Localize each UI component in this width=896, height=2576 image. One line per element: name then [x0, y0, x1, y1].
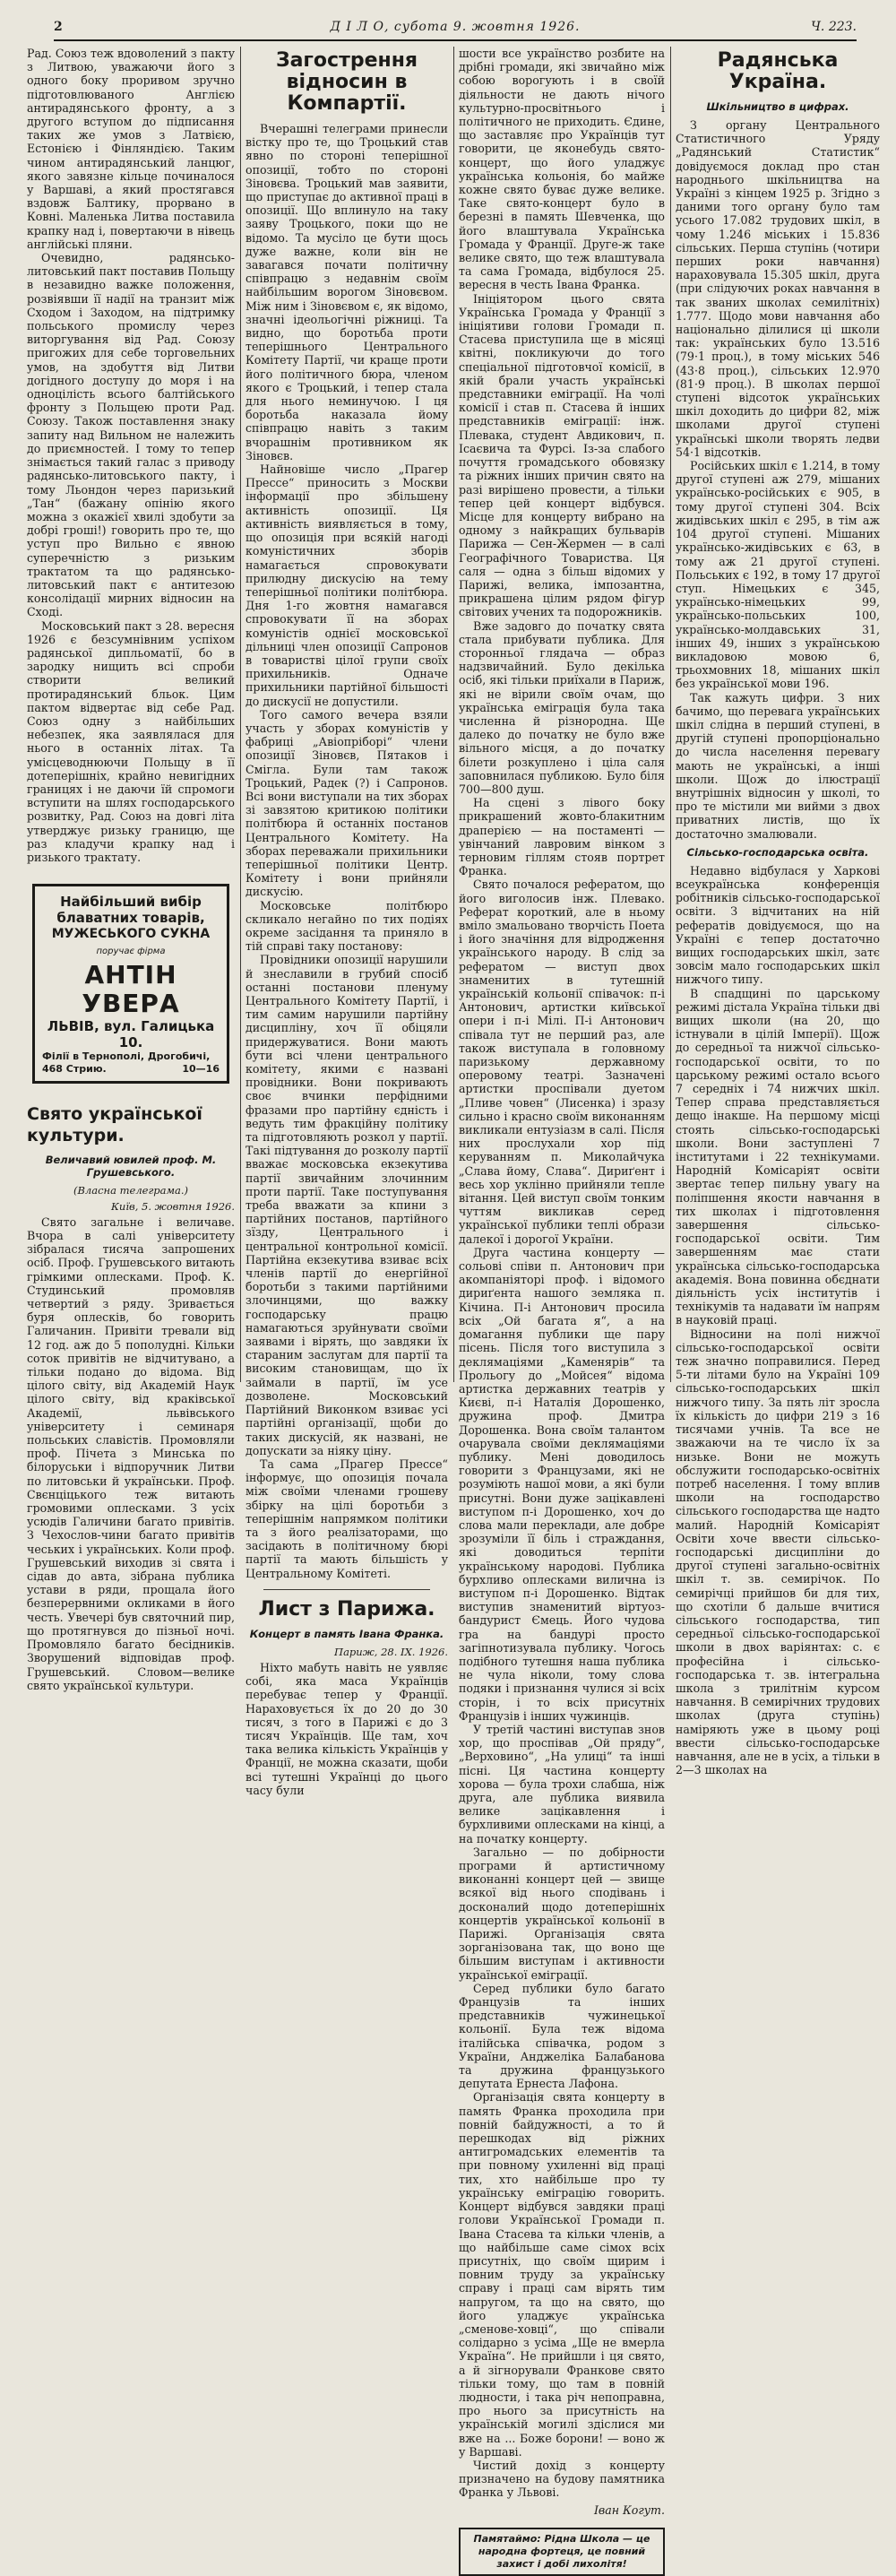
paragraph: Друга частина концерту — сольові співи п. Антонович при акомпаніяторі проф. і відомого дириґента нашого земляка п. Кічина. П-і Антонович просила всіх „Ой багата я“, а на домагання публики ще пару пісень. Після того виступила з деклямаціями „Каменярів“ та Прольогу до „Мойсея“ відома артистка державних театрів у Києві, п-і Наталія Дорошенко, дружина проф. Дмитра Дорошенка. Вона своїм талантом очарувала своїми деклямаціями публику. Мені доводилось говорити з Французами, які не розуміють нашої мови, а які були присутні. Вони дуже зацікавлені виступом п-і Дорошенко, хоч до слова мали переклади, але добре зрозуміли її біль і страждання, які доводиться терпіти українському народові. Публика бурхливо оплесками вилична із виступом п-і Дорошенко. Відтак виступив знаменитий віртуоз-бандурист Ємець. Його чудова гра на бандурі просто загіпнотизувала публику. Чогось подібного тутешня наша публика не чула ніколи, тому слова подяки і признання чулися зі всіх сторін, і то всіх присутніх Французів і інших чужинців. [459, 1245, 665, 1723]
paragraph: Найновіше число „Прагер Прессе“ приносить з Москви інформації про збільшену активність опозиції. Ця активність виявляється в тому, що опозиція при всякій нагоді комуністичних зборів намагається спровокувати прилюдну дискусію на тему теперішньої політики політбюра. Дня 1-го жовтня намагався спровокувати її на зборах комуністів однієї московської дільниці член опозиції Сапронов в товаристві цілої групи своїх прихильників. Одначе прихильники партійної більшості до дискусії не допустили. [246, 462, 448, 708]
ad-line: блаватних товарів, [56, 910, 205, 927]
ad-footer-right: 10—16 [182, 1063, 220, 1076]
ad-branches-text: Філії в Тернополі, Дрогобичі, [42, 1050, 211, 1063]
paragraph: Рад. Союз теж вдоволений з пакту з Литвою, уважаючи його з одного боку проривом зручно підготовлюваного Англією антирадянського фронту, а з другого вступом до підписання таких же умов з Латвією, Естонією і Фінляндією. Таким чином антирадянський ланцюг, якого завязне кільце починалося у Варшаві, а який простягався вздовж Балтику, прорвано в Ковні. Маленька Литва поставила крапку над і, повертаючи в нівець англійські пляни. [27, 47, 235, 251]
paragraph: Вже задовго до початку свята стала прибувати публика. Для сторонньої глядача — образ надзвичайний. Було декілька осіб, які тільки приїхали в Париж, які не вірили своїм очам, що українська еміграція була така численна й різнородна. Ще далеко до початку не було вже вільного місця, а до початку білети розкуплено і ціла саля заповнилася публикою. Було біля 700—800 душ. [459, 618, 665, 796]
dateline: Париж, 28. IX. 1926. [334, 1645, 448, 1658]
ad-footer [42, 1063, 220, 1076]
article-title: Свято української культури. [27, 1104, 202, 1146]
advertisement-box [32, 884, 229, 1084]
paragraph: В спадщині по царському режимі дістала Україна тільки дві вищих школи (на 20, що істнували в цілій Імперії). Щож до середньої та нижчої сільсько-господарської освіти, то по царському режимі остало всього 7 середніх і 74 нижчих шкіл. Тепер справа представляється дещо інакше. На першому місці стоять сільсько-господарські школи. Вони заступлені 7 інститутами і 22 технікумами. Народній Комісаріят освіти звертає тепер пильну увагу на поліпшення якости навчання в тих школах і підготовлення завершення сільсько-господарської освіти. Тим завершенням має стати українська сільсько-господарська академія. Вона повинна обєднати діяльність усіх інститутів і технікумів та надавати їм напрям в науковій праці. [676, 986, 880, 1327]
ad-firm-name: АНТІН УВЕРА [82, 960, 180, 1019]
column-rule [240, 47, 241, 1382]
paragraph: Недавно відбулася у Харкові всеукраїнська конференція робітників сільсько-господарської освіти. З відчитаних на ній рефератів довідуємося, що на Україні є тепер достаточно вищих господарських шкіл, затє зовсім мало господарських шкіл нижчого типу. [676, 863, 880, 987]
article-subtitle: Величавий ювилей проф. М. Грушевського. [45, 1154, 217, 1180]
ad-branches [42, 1050, 220, 1063]
section-subtitle: Шкільництво в цифрах. [706, 100, 849, 113]
paragraph: Вчерашні телеграми принесли вістку про те, що Троцький став явно по стороні теперішної опозиції, тобто по стороні Зіновєва. Троцький мав заявити, що приступає до активної праці в опозиції. Що вплинуло на таку заяву Троцького, поки що не відомо. Та мусіло це бути щось дуже важне, коли він не завагався почати політичну співпрацю з недавнім своїм найбільшим ворогом Зіновєвом. Між ним і Зіновєвом є, як відомо, значні ідеольогічні ріжниці. Та видно, що боротьба проти теперішнього Центрального Комітету Партії, чи краще проти його політичного бюра, членом якого є Троцький, і тепер стала для нього неминучою. І ця боротьба наказала йому співпрацю навіть з таким вчорашнім противником як Зіновєв. [246, 122, 448, 462]
paragraph: Ніхто мабуть навіть не уявляє собі, яка маса Українців перебуває тепер у Франції. Нараховується їх до 20 до 30 тисяч, з того в Парижі є до 3 тисяч Українців. Ще там, хоч така велика кількість Українців у Франції, не можна сказати, щоби всі тутешні Українці до цього часу були [246, 1660, 448, 1797]
column-2 [246, 47, 448, 1797]
paragraph: Російських шкіл є 1.214, в тому другої ступені аж 279, мішаних українсько-російських є 905, в тому другої ступені 304. Всіх жидівських шкіл є 295, в тім аж 104 другої ступені. Мішаних українсько-жидівських є 63, в тому аж 21 другої ступені. Польських є 192, в тому 17 другої ступ. Німецьких є 345, українсько-німецьких 99, українсько-польських 100, українсько-молдавських 31, інших 49, інших з українською викладовою мовою 6, трьохмовних 18, мішаних шкіл без української мови 196. [676, 459, 880, 691]
paragraph: шости все українство розбите на дрібні громади, які звичайно між собою ворогують і в своїй діяльности не дають нічого культурно-просвітнього і політичного не приходить. Єдине, що заставляє про Українців тут говорити, це яконебудь свято-концерт, що його уладжує українська кольонія, бо майже кожне свято буває дуже велике. Таке свято-концерт було в березні в память Шевченка, що його влаштувала Українська Громада у Франції. Друге-ж таке велике свято, що теж влаштувала та сама Громада, відбулося 25. вересня в честь Івана Франка. [459, 47, 665, 292]
paragraph: Так кажуть цифри. З них бачимо, що перевага українських шкіл слідна в перший ступені, в другій ступені пропорціонально до числа населення перевагу мають не українські, а інші школи. Щож до ілюстрації внутрішніх відносин у школі, то про те містили ми вийми з двох приватних листів, що їх достаточно змалювали. [676, 690, 880, 841]
page-number: 2 [54, 20, 63, 34]
paragraph: Чистий дохід з концерту призначено на будову памятника Франка у Львові. [459, 2458, 665, 2500]
ad-address: ЛЬВІВ, вул. Галицька 10. [47, 1018, 215, 1051]
paragraph: Свято загальне і величаве. Вчора в салі університету зібралася тисяча запрошених осіб. Проф. Грушевського витають грімкими оплесками. Проф. К. Студинський промовляв четвертий з ряду. Зривається буря оплесків, бо говорить Галичанин. Привіти тревали від 12 год. аж до 5 пополудні. Кільки соток привітів не відчитувано, а тільки подано до відома. Від цілого світу, від Академій Наук цілого світу, від краківської Академії, львівського університету і семинаря польських славістів. Промовляли проф. Пічета з Минська по білоруськи і відпоручник Литви по литовськи й українськи. Проф. Свєнціцького теж витають громовими оплесками. З усіх усюдів Галичини багато привітів. З Чехослов-чини багато привітів чеських і українських. Коли проф. Грушевський виходив зі свята і сідав до авта, зібрана публика устави в ряди, прощала його безперервними окликами в його честь. Увечері був святочний пир, що протягнувся до пізньої ночі. Промовляло багато бесідників. Зворушений відповідав проф. Грушевський. Словом—велике свято української культури. [27, 1215, 235, 1692]
paragraph: З органу Центрального Статистичного Уряду „Радянський Статистик“ довідуємося доклад про стан народнього шкільництва на Україні з кінцем 1925 р. Згідно з даними того органу було там усього 17.082 трудових шкіл, в чому 1.246 міських і 15.836 сільських. Перша ступінь (чотири перших роки навчання) нараховувала 15.305 шкіл, друга (при слідуючих роках навчання в так званих школах семилітніх) 1.777. Щодо мови навчання або національно ділилися ці школи так: українських було 13.516 (79·1 проц.), в тому міських 546 (43·8 проц.), сільських 12.970 (81·9 проц.). В школах першої ступені відсоток українських шкіл доходить до цифри 82, між школами другої ступені українські школи творять ледви 54·1 відсотків. [676, 118, 880, 459]
paragraph: Московський пакт з 28. вересня 1926 є безсумнівним успіхом радянської дипльоматії, бо в зародку нищить всі спроби створити великий протирадянський бльок. Цим пактом відвертає від себе Рад. Союз одну з найбільших небезпек, яка заявлялася для нього в останніх літах. Та умісцеводнюючи Польщу в її дотеперішніх, крайно невигідних границях і не даючи їй спромоги вступити на шлях господарського розвитку, Рад. Союз на довгі літа утверджує ризьку границю, ще раз кладучи крапку над і ризького трактату. [27, 618, 235, 864]
divider [263, 1589, 430, 1590]
article-title: Лист з Парижа. [258, 1597, 435, 1621]
paragraph: На сцені з лівого боку прикрашений жовто-блакитним драперією — на постаменті — увінчаний лавровим вінком з терновим гіллям стояв портрет Франка. [459, 796, 665, 878]
page-header [54, 18, 857, 41]
paragraph: Відносини на полі нижчої сільсько-господарської освіти теж значно поправилися. Перед 5-ти літами було на Україні 109 сільсько-господарських шкіл нижчого типу. За пять літ зросла їх кількість до цифри 219 з 16 тисячами учнів. Та все не зважаючи на те число їх за низьке. Вони не можуть обслужити господарсько-освітніх потреб населення. І тому вплив школи на господарство сільського господарства ще надто малий. Народній Комісаріят Освіти хоче ввести сільсько-господарські дисципліни до другої ступені загально-освітніх шкіл т. зв. семирічок. По семирічці прийшов би для тих, що схотіли б дальше вчитися сільського господарства, тип середньої сільсько-господарської школи в двох варіянтах: с. є професійна і сільсько-господарська т. зв. інтегральна школа з трилітнім курсом навчання. В семирічних трудових школах (друга ступінь) наміряють уже в цьому році ввести сільсько-господарське навчання, але не в усіх, а тільки в 2—3 школах на [676, 1327, 881, 1777]
ad-line: МУЖЕСЬКОГО СУКНА [51, 927, 211, 942]
paragraph: У третій частині виступав знов хор, що проспівав „Ой пряду“, „Верховино“, „На улиці“ та інші пісні. Ця частина концерту хорова — була трохи слабша, ніж друга, але публика виявила велике зацікавлення і бурхливими оплесками на кінці, а на початку концерту. [459, 1722, 665, 1846]
paragraph: Московське політбюро скликало негайно по тих подіях окреме засідання та приняло в тій справі таку постанову: [246, 898, 448, 954]
article-subtitle: Концерт в память Івана Франка. [249, 1627, 444, 1640]
masthead-line: Д І Л О, субота 9. жовтня 1926. [330, 20, 581, 34]
ad-line: поручає фірма [96, 947, 166, 957]
paragraph: Загально — по добірности програми й артистичному виконанні концерт цей — звище всякої від нього сподівань і досконалий щодо дотеперішніх концертів української кольонії в Парижі. Організація свята зорганізована так, що воно ще більшим виступам і активности української еміграції. [459, 1845, 665, 1982]
paragraph: Того самого вечера взяли участь у зборах комуністів у фабриці „Авіопріборі“ члени опозиції Зіновєв, Пятаков і Смігла. Були там також Троцький, Радек (?) і Сапронов. Всі вони виступали на тих зборах зі завзятою критикою політики політбюра й останніх постанов Центрального Комітету. На зборах переважали прихильники теперішньої політики Центр. Комітету і вони прийняли дискусію. [246, 707, 448, 899]
article-title: Загострення відносин в Компартії. [275, 49, 418, 115]
paragraph: Очевидно, радянсько-литовський пакт поставив Польщу в незавидно важке положення, розвіявши її надії на транзит між Сходом і Заходом, на підтримку польського промислу через виторгування від Рад. Союзу пригожих для себе торговельних умов, на здобуття від Литви догідного доступу до моря і на одноцілість всього балтійського фронту з Польщею проти Рад. Союзу. Також поставлення знаку запиту над Вильном не належить до приємностей. І тому то тепер знімається такий галас з приводу радянсько-литовського пакту, і тому Льондон через паризький „Тан“ (бажану опінію якого можна з окажієї хвилі здобути за добрі гроші!) говорить про те, що уступ про Вильно є явною суперечністю з ризьким трактатом та що радянсько-литовський пакт є антитезою консолідації мирних відносин на Сході. [27, 251, 235, 619]
author-signature: Іван Когут. [593, 2503, 665, 2517]
column-rule [670, 47, 671, 1382]
paragraph: Ініціятором цього свята Українська Громада у Франції з ініціятиви голови Громади п. Стасева приступила ще в місяці квітні, покликуючи до того спеціальної підготовчої комісії, в якій брали участь українські представники еміграції. На чолі комісії і став п. Стасева й інших представників еміграції: інж. Плевака, студент Авдикович, п. Ісаєвича та Фурсі. Із-за слабого почуття громадського обовязку та ріжних інших причин свято на разі вирішено провести, а тільки тепер цей концерт відбувся. Місце для концерту вибрано на одному з найкращих бульварів Парижа — Сен-Жермен — в салі Географічного Товариства. Ця саля — одна з більш відомих у Парижі, велика, імпозантна, прикрашена цілим рядом фігур світових учених та подорожників. [459, 291, 665, 619]
paragraph: Та сама „Прагер Прессе“ інформує, що опозиція почала між своїми членами грошеву збірку на цілі боротьби з теперішнім напрямком політики та з його реалізаторами, що засідають в політичному бюрі партії та мають більшість у Центральному Комітеті. [246, 1457, 448, 1580]
article-title: Радянська Україна. [717, 49, 839, 93]
ad-footer-left: 468 Стрию. [42, 1063, 107, 1076]
slogan-box: Памятаймо: Рідна Школа — це народна фортеця, це повний захист і добі лихолітя! [459, 2528, 665, 2576]
ad-line: Найбільший вибір [60, 894, 202, 911]
column-1 [27, 47, 235, 1692]
column-4 [676, 47, 881, 1777]
dateline: Київ, 5. жовтня 1926. [111, 1199, 235, 1213]
paragraph: Організація свята концерту в память Франка проходила при повній байдужності, а то й перешкодах від ріжних антигромадських елементів та при повному ухиленні від праці тих, хто найбільше про ту українську еміграцію говорить. Концерт відбувся завдяки праці голови Української Громади п. Івана Стасева та кільки членів, а що найбільше саме сімох всіх присутніх, що своїм щирим і повним труду за українську справу і праці сам вірять тим напругом, та що на свято, що його уладжує українська „сменове-ховці“, що співали солідарно з усіма „Ще не вмерла Україна“. Не прийшли і ця свято, а й зігнорували Франкове свято тільки тому, що там в повній людности, і така річ непоправна, про нього за присутність на українській могилі здіслися ми вже на ... Боже борони! — воно ж у Варшаві. [459, 2090, 665, 2459]
column-3 [459, 47, 665, 2570]
paragraph: Серед публики було багато Французів та інших представників чужинецької кольонії. Була теж відома італійська співачка, родом з України, Анджеліка Балабанова та дружина французького депутата Ернеста Лафона. [459, 1981, 665, 2091]
issue-number: Ч. 223. [811, 20, 857, 34]
paragraph: Провідники опозиції нарушили й знеславили в грубий спосіб останні постанови пленуму Центрального Комітету Партії, і тим самим нарушили партійну дисципліну, хоч її обіцяли придержуватися. Вони мають бути всі члени центрального комітету, якими є названі провідники. Вони покривають своє вчинки перфідними фразами про партійну єдність і ведуть тим фракційну політику та підготовляють розкол у партії. Такі підтування до розколу партії вважає московська екзекутива партії звичайним злочинним проти партії. Таке поступування треба вважати за кпини з партійних постанов, партійного зїзду, Центрального і центральної контрольної комісії. Партійна екзекутива взиває всіх членів партії до енергійної боротьби з такими партійними злочинцями, що важку господарську працю намагаються зруйнувати своїми заявами і вірять, що завдяки їх стараним заслугам для партії та високим становищам, що їх займали в партії, їм усе дозволене. Московський Партійний Виконком взиває усі партійні організації, щоби до таких дискусій, як названі, не допускати за ніяку ціну. [246, 953, 448, 1457]
column-rule [453, 47, 454, 1382]
paragraph: Свято почалося рефератом, що його виголосив інж. Плевако. Реферат короткий, але в ньому вміло змальовано творчість Поета і його значіння для відродження українського народу. В слід за рефератом — виступ двох знаменитих в тутешній українській кольонії співачок: п-і Антонович, артистки київської опери і п-і Мілі. П-і Антонович співала тут не перший раз, але також виступала в головному паризькому державному оперовому театрі. Зазначені артистки проспівали дуетом „Пливе човен“ (Лисенка) і зразу сильно і красно своїм виконанням викликали ентузіазм в салі. Після них прослухали хор під керуванням п. Миколайчука „Слава йому, Слава“. Дириґент і весь хор уклінно прийняли тепле вітання. Цей виступ своїм тонким чуттям викликав серед української публики теплі образи далекої і дорогої України. [459, 877, 665, 1246]
telegram-note: (Власна телеграма.) [73, 1184, 189, 1197]
section-subtitle: Сільсько-господарська освіта. [686, 845, 869, 859]
